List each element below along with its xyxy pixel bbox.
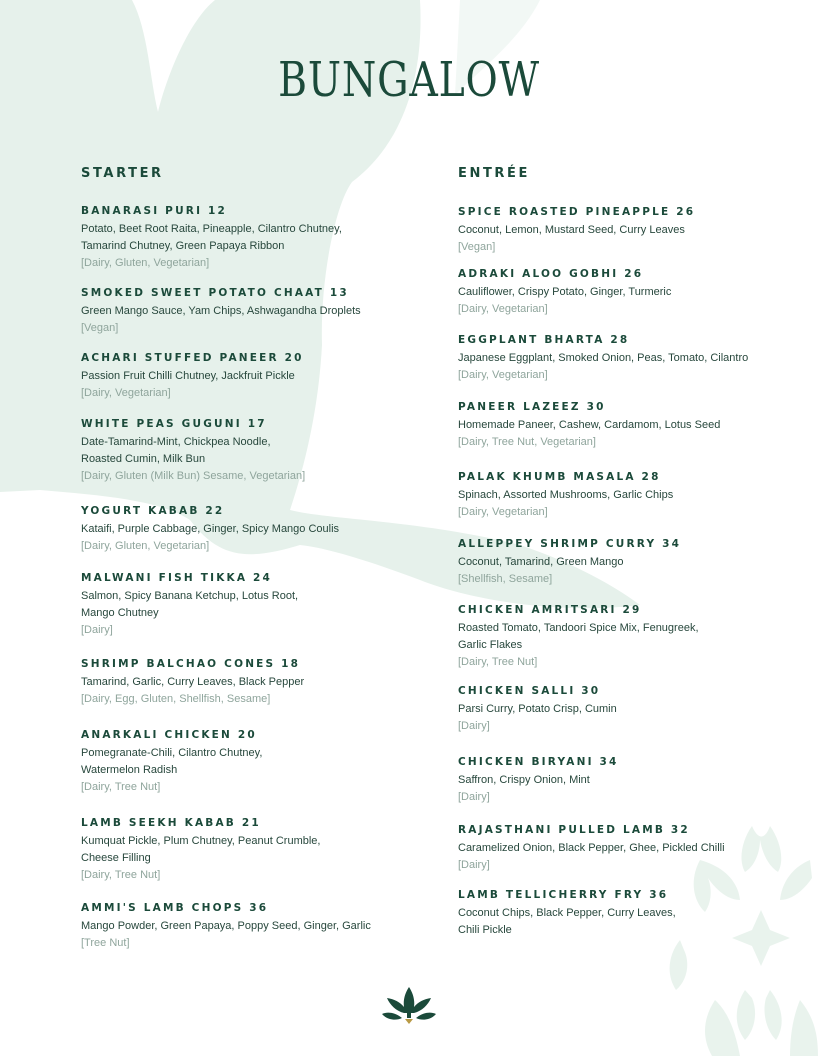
item-name: PALAK KHUMB MASALA 28 (458, 471, 661, 483)
item-name: AMMI'S LAMB CHOPS 36 (81, 902, 269, 914)
item-description: Homemade Paneer, Cashew, Cardamom, Lotus Seed (458, 419, 721, 431)
item-allergens: [Dairy, Tree Nut] (81, 781, 161, 793)
menu-item (81, 417, 431, 485)
item-allergens: [Dairy] (81, 624, 113, 636)
menu-item (81, 204, 431, 272)
item-name: LAMB SEEKH KABAB 21 (81, 817, 261, 829)
menu-item (81, 504, 431, 555)
menu-item (81, 728, 431, 796)
item-description: Tamarind Chutney, Green Papaya Ribbon (81, 240, 285, 252)
item-allergens: [Dairy, Gluten (Milk Bun) Sesame, Vegetarian] (81, 470, 306, 482)
starter-heading: STARTER (81, 166, 164, 181)
item-allergens: [Dairy, Tree Nut] (458, 656, 538, 668)
item-description: Cauliflower, Crispy Potato, Ginger, Turmeric (458, 286, 672, 298)
menu-item (81, 901, 431, 952)
item-description: Kataifi, Purple Cabbage, Ginger, Spicy Mango Coulis (81, 523, 340, 535)
item-allergens: [Dairy] (458, 791, 490, 803)
item-allergens: [Dairy, Vegetarian] (458, 303, 548, 315)
item-description: Caramelized Onion, Black Pepper, Ghee, Pickled Chilli (458, 842, 725, 854)
item-description: Tamarind, Garlic, Curry Leaves, Black Pepper (81, 676, 305, 688)
item-description: Saffron, Crispy Onion, Mint (458, 774, 590, 786)
item-description: Coconut Chips, Black Pepper, Curry Leaves, (458, 907, 676, 919)
item-name: ADRAKI ALOO GOBHI 26 (458, 268, 644, 280)
item-name: WHITE PEAS GUGUNI 17 (81, 418, 267, 430)
item-allergens: [Dairy, Vegetarian] (81, 387, 171, 399)
item-description: Cheese Filling (81, 852, 151, 864)
item-allergens: [Vegan] (81, 322, 119, 334)
menu-item (458, 333, 803, 384)
item-name: MALWANI FISH TIKKA 24 (81, 572, 273, 584)
item-description: Date-Tamarind-Mint, Chickpea Noodle, (81, 436, 271, 448)
menu-item (458, 603, 803, 671)
item-name: CHICKEN BIRYANI 34 (458, 756, 619, 768)
item-description: Parsi Curry, Potato Crisp, Cumin (458, 703, 617, 715)
menu-item (458, 267, 803, 318)
menu-item (458, 823, 803, 874)
item-name: SHRIMP BALCHAO CONES 18 (81, 658, 301, 670)
item-name: CHICKEN SALLI 30 (458, 685, 601, 697)
item-allergens: [Dairy, Tree Nut, Vegetarian] (458, 436, 596, 448)
menu-item (458, 684, 803, 735)
item-description: Potato, Beet Root Raita, Pineapple, Cilantro Chutney, (81, 223, 342, 235)
item-allergens: [Dairy, Egg, Gluten, Shellfish, Sesame] (81, 693, 271, 705)
item-name: EGGPLANT BHARTA 28 (458, 334, 630, 346)
menu-item (81, 816, 431, 884)
item-name: ANARKALI CHICKEN 20 (81, 729, 257, 741)
item-name: ACHARI STUFFED PANEER 20 (81, 352, 304, 364)
item-allergens: [Shellfish, Sesame] (458, 573, 553, 585)
item-description: Coconut, Lemon, Mustard Seed, Curry Leaves (458, 224, 685, 236)
menu-item (81, 286, 431, 337)
item-description: Pomegranate-Chili, Cilantro Chutney, (81, 747, 263, 759)
menu-item (458, 400, 803, 451)
menu-item (458, 755, 803, 806)
item-name: LAMB TELLICHERRY FRY 36 (458, 889, 669, 901)
item-allergens: [Dairy] (458, 859, 490, 871)
item-name: YOGURT KABAB 22 (81, 505, 225, 517)
menu-item (458, 537, 803, 588)
item-description: Japanese Eggplant, Smoked Onion, Peas, Tomato, Cilantro (458, 352, 749, 364)
item-description: Spinach, Assorted Mushrooms, Garlic Chips (458, 489, 674, 501)
brand-logo: BUNGALOW (278, 52, 540, 108)
item-description: Salmon, Spicy Banana Ketchup, Lotus Root, (81, 590, 299, 602)
item-name: RAJASTHANI PULLED LAMB 32 (458, 824, 690, 836)
menu-item (81, 657, 431, 708)
item-allergens: [Tree Nut] (81, 937, 130, 949)
item-name: CHICKEN AMRITSARI 29 (458, 604, 642, 616)
menu-item (81, 571, 431, 639)
menu-item (458, 205, 803, 256)
item-description: Watermelon Radish (81, 764, 178, 776)
menu-item (458, 888, 803, 939)
item-description: Kumquat Pickle, Plum Chutney, Peanut Crumble, (81, 835, 321, 847)
item-description: Coconut, Tamarind, Green Mango (458, 556, 624, 568)
item-allergens: [Dairy] (458, 720, 490, 732)
tulip-icon (378, 983, 440, 1025)
item-name: SPICE ROASTED PINEAPPLE 26 (458, 206, 696, 218)
item-description: Chili Pickle (458, 924, 512, 936)
item-allergens: [Dairy, Vegetarian] (458, 369, 548, 381)
item-name: PANEER LAZEEZ 30 (458, 401, 606, 413)
item-allergens: [Dairy, Vegetarian] (458, 506, 548, 518)
item-description: Roasted Tomato, Tandoori Spice Mix, Fenugreek, (458, 622, 699, 634)
item-description: Green Mango Sauce, Yam Chips, Ashwagandha Droplets (81, 305, 361, 317)
item-allergens: [Dairy, Gluten, Vegetarian] (81, 257, 210, 269)
item-description: Mango Chutney (81, 607, 159, 619)
menu-item (458, 470, 803, 521)
item-name: SMOKED SWEET POTATO CHAAT 13 (81, 287, 349, 299)
entree-heading: ENTRÉE (458, 166, 530, 181)
menu-item (81, 351, 431, 402)
item-description: Roasted Cumin, Milk Bun (81, 453, 206, 465)
item-description: Mango Powder, Green Papaya, Poppy Seed, Ginger, Garlic (81, 920, 371, 932)
item-name: BANARASI PURI 12 (81, 205, 228, 217)
item-allergens: [Vegan] (458, 241, 496, 253)
item-allergens: [Dairy, Gluten, Vegetarian] (81, 540, 210, 552)
item-name: ALLEPPEY SHRIMP CURRY 34 (458, 538, 682, 550)
item-description: Passion Fruit Chilli Chutney, Jackfruit Pickle (81, 370, 295, 382)
item-allergens: [Dairy, Tree Nut] (81, 869, 161, 881)
item-description: Garlic Flakes (458, 639, 523, 651)
